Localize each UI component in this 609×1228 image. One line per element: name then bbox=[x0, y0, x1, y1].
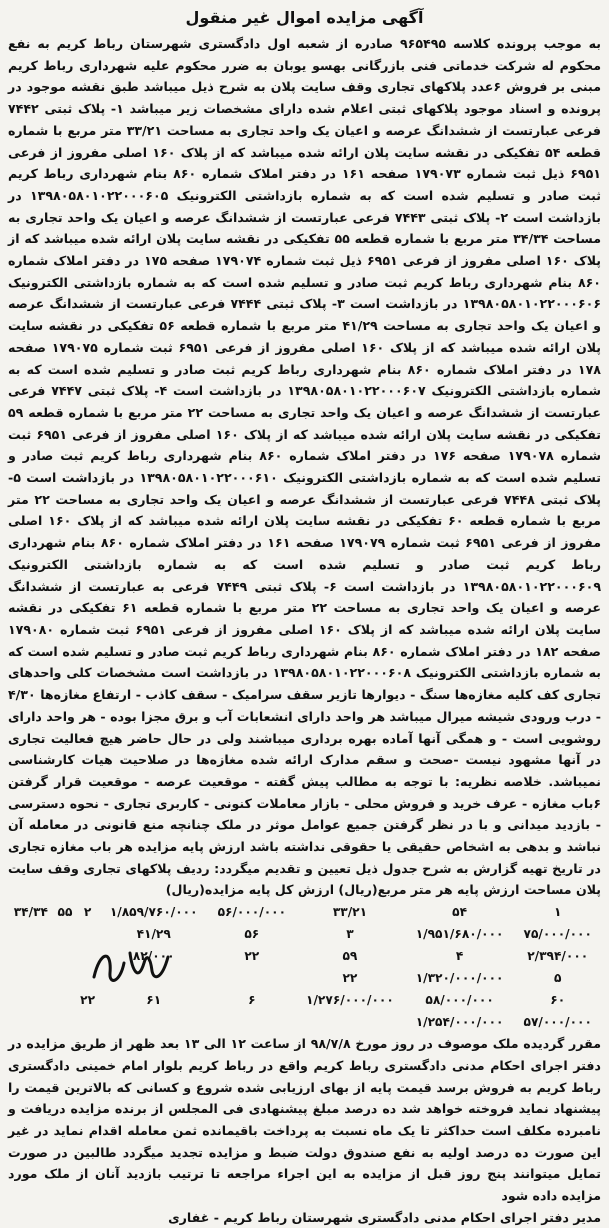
table-cell: ۱/۹۵۱/۶۸۰/۰۰۰ bbox=[415, 927, 504, 942]
notice-paragraph: به موجب پرونده کلاسه ۹۶۵۴۹۵ صادره از شعبه اول دادگستری شهرستان رباط کریم به نفع محکوم له شرکت خدماتی فنی بازرگانی بهسو یوبان به ضرر محکوم علیه شهرداری رباط کریم مبنی بر فروش ۶عدد پلاکهای تجاری وقف سایت پلان به شرح ذیل میباشد طبق نقشه موجود در پرونده و اسناد موجود پلاکهای ثبتی اعلام شده دارای مشخصات زیر میباشد ۱- پلاک ثبتی ۷۴۴۲ فرعی عبارتست از ششدانگ عرصه و اعیان یک واحد تجاری به مساحت ۳۳/۲۱ متر مربع با شماره قطعه ۵۴ تفکیکی در نقشه سایت پلان ارائه شده میباشد که از پلاک ۱۶۰ اصلی مفروز از فرعی ۶۹۵۱ ذیل ثبت شماره ۱۷۹۰۷۳ صفحه ۱۶۱ در دفتر املاک شماره ۸۶۰ بنام شهرداری رباط کریم ثبت صادر و تسلیم شده است که به شماره بازداشتی الکترونیک ۱۳۹۸۰۵۸۰۱۰۲۲۰۰۰۶۰۵ در بازداشت است ۲- پلاک ثبتی ۷۴۴۳ فرعی عبارتست از ششدانگ عرصه و اعیان یک واحد تجاری به مساحت ۳۴/۳۴ متر مربع با شماره قطعه ۵۵ تفکیکی در نقشه سایت پلان ارائه شده میباشد که از پلاک ۱۶۰ اصلی مفروز از فرعی ۶۹۵۱ ذیل ثبت شماره ۱۷۹۰۷۴ صفحه ۱۷۵ در دفتر املاک شماره ۸۶۰ بنام شهرداری رباط کریم ثبت صادر و تسلیم شده است که به شماره بازداشتی الکترونیک ۱۳۹۸۰۵۸۰۱۰۲۲۰۰۰۶۰۶ در بازداشت است ۳- پلاک ثبتی ۷۴۴۴ فرعی عبارتست از ششدانگ عرصه و اعیان یک واحد تجاری به مساحت ۴۱/۲۹ متر مربع با شماره قطعه ۵۶ تفکیکی در نقشه سایت پلان ارائه شده میباشد که از پلاک ۱۶۰ اصلی مفروز از فرعی ۶۹۵۱ ثبت شماره ۱۷۹۰۷۵ صفحه ۱۷۸ در دفتر املاک شماره ۸۶۰ بنام شهرداری رباط کریم ثبت صادر و تسلیم شده است که به شماره بازداشتی الکترونیک ۱۳۹۸۰۵۸۰۱۰۲۲۰۰۰۶۰۷ در بازداشت است ۴- پلاک ثبتی ۷۴۴۷ فرعی عبارتست از ششدانگ عرصه و اعیان یک واحد تجاری به مساحت ۲۲ متر مربع با شماره قطعه ۵۹ تفکیکی در نقشه سایت پلان ارائه شده میباشد که از پلاک ۱۶۰ اصلی مفروز از فرعی ۶۹۵۱ ثبت شماره ۱۷۹۰۷۸ صفحه ۱۷۶ در دفتر املاک شماره ۸۶۰ بنام شهرداری رباط کریم ثبت صادر و تسلیم شده است که به شماره بازداشتی الکترونیک ۱۳۹۸۰۵۸۰۱۰۲۲۰۰۰۶۱۰ در بازداشت است ۵- پلاک ثبتی ۷۴۴۸ فرعی عبارتست از ششدانگ عرصه و اعیان یک واحد تجاری به مساحت ۲۲ متر مربع با شماره قطعه ۶۰ تفکیکی در نقشه سایت پلان ارائه شده میباشد که از پلاک ۱۶۰ اصلی مفروز از فرعی ۶۹۵۱ ثبت شماره ۱۷۹۰۷۹ صفحه ۱۶۱ در دفتر املاک شماره ۸۶۰ بنام شهرداری رباط کریم ثبت صادر و تسلیم شده است که به شماره بازداشتی الکترونیک ۱۳۹۸۰۵۸۰۱۰۲۲۰۰۰۶۰۹ در بازداشت است ۶- پلاک ثبتی ۷۴۴۹ فرعی به عبارتست از ششدانگ عرصه و اعیان یک واحد تجاری به مساحت ۲۲ متر مربع با شماره قطعه ۶۱ تفکیکی در نقشه سایت پلان ارائه شده میباشد که از پلاک ۱۶۰ اصلی مفروز از فرعی ۶۹۵۱ ثبت شماره ۱۷۹۰۸۰ صفحه ۱۸۲ در دفتر املاک شماره ۸۶۰ بنام شهرداری رباط کریم ثبت صادر و تسلیم شده است که به شماره بازداشتی الکترونیک ۱۳۹۸۰۵۸۰۱۰۲۲۰۰۰۶۰۸ در بازداشت است مشخصات کلی واحدهای تجاری کف کلیه مغازه‌ها سنگ - دیوارها تازیر سقف سرامیک - سقف کاذب - ارتفاع مغازه‌ها ۴/۳۰ - درب ورودی شیشه میرال میباشد هر واحد دارای انشعابات آب و برق مجزا بوده - هر واحد دارای روشویی است - و همگی آنها آماده بهره برداری میباشند ولی در حال حاضر هیچ فعالیت تجاری در آنها مشهود نیست -صحت و سقم مدارک ارائه شده مغازه‌ها در صلاحیت هیات کارشناسی نمیباشد. خلاصه نظریه: با توجه به مطالب پیش گفته - موقعیت عرصه - موقعیت قرار گرفتن ۶باب مغازه - عرف خرید و فروش محلی - بازار معاملات کنونی - کاربری تجاری - نحوه دسترسی - بازدید میدانی و با در نظر گرفتن جمیع عوامل موثر در ملک چنانچه منع قانونی در معامله آن نباشد و بدهی به اشخاص حقیقی یا حقوقی نداشته باشد ارزش پایه مزایده هر باب مغازه تجاری در تاریخ تهیه گزارش به شرح جدول ذیل تعیین و تقدیم میگردد: ردیف پلاکهای تجاری وقف سایت پلان مساحت ارزش پایه هر متر مربع(ریال) ارزش کل پایه مزایده(ریال) bbox=[8, 36, 601, 898]
table-cell: ۵۶ bbox=[244, 927, 260, 942]
notice-body bbox=[8, 33, 601, 901]
table-cell: ۵۷/۰۰۰/۰۰۰ bbox=[523, 1015, 592, 1030]
table-cell: ۲ bbox=[83, 905, 92, 920]
table-cell: ۶ bbox=[248, 993, 256, 1008]
table-row bbox=[8, 901, 601, 923]
table-cell: ۴۱/۲۹ bbox=[136, 927, 171, 942]
table-cell: ۲۲ bbox=[342, 971, 358, 986]
table-cell: ۳ bbox=[346, 927, 354, 942]
table-cell: ۶۱ bbox=[146, 993, 162, 1008]
table-cell: ۵۴ bbox=[452, 905, 468, 920]
table-cell: ۱/۲۷۶/۰۰۰/۰۰۰ bbox=[306, 993, 394, 1008]
table-row bbox=[8, 1011, 601, 1033]
table-cell: ۴ bbox=[455, 949, 464, 964]
signatory-line: مدیر دفتر اجرای احکام مدنی دادگستری شهرستان رباط کریم - غفاری bbox=[168, 1209, 601, 1225]
table-cell: ۷۵/۰۰۰/۰۰۰ bbox=[523, 927, 592, 942]
table-cell: ۱/۸۵۹/۷۶۰/۰۰۰ bbox=[109, 905, 198, 920]
table-cell: ۵۵ bbox=[57, 905, 73, 920]
table-cell: ۵۸/۰۰۰/۰۰۰ bbox=[425, 993, 494, 1008]
table-cell: ۵ bbox=[553, 971, 562, 986]
table-cell: ۵۹ bbox=[342, 949, 358, 964]
table-cell: ۶۰ bbox=[550, 993, 566, 1008]
table-cell: ۸۲/۰۰۰ bbox=[132, 949, 175, 964]
table-cell: ۱ bbox=[553, 905, 562, 920]
table-cell: ۲۲ bbox=[244, 949, 260, 964]
table-cell: ۱/۲۵۴/۰۰۰/۰۰۰ bbox=[415, 1015, 504, 1030]
notice-title: آگهی مزایده اموال غیر منقول bbox=[185, 8, 424, 27]
table-cell: ۲۲ bbox=[80, 993, 96, 1008]
table-cell: ۱/۳۲۰/۰۰۰/۰۰۰ bbox=[415, 971, 504, 986]
table-cell: ۳۳/۲۱ bbox=[332, 905, 368, 920]
table-cell: ۵۶/۰۰۰/۰۰۰ bbox=[217, 905, 287, 920]
table-cell: ۲/۳۹۴/۰۰۰ bbox=[527, 949, 589, 964]
handwritten-signature bbox=[86, 933, 176, 993]
auction-terms-text: مقرر گردیده ملک موصوف در روز مورخ ۹۸/۷/۸ از ساعت ۱۲ الی ۱۳ بعد ظهر از طریق مزایده در دفتر اجرای احکام مدنی دادگستری رباط کریم واقع در رباط کریم بلوار امام خمینی دادگستری رباط کریم به فروش برسد قیمت پایه از بهای ارزیابی شده شروع و کسانی که بالاترین قیمت را پیشنهاد نماید فروخته خواهد شد ده درصد مبلغ پیشنهادی فی المجلس از برنده مزایده دریافت و نامبرده مکلف است حداکثر تا یک ماه نسبت به پرداخت باقیمانده ثمن معامله اقدام نماید در غیر این صورت ده درصد اولیه به نفع صندوق دولت ضبط و مزایده تجدید میگردد طالبین در صورت تمایل میتوانند پنج روز قبل از مزایده به این اجراء مراجعه تا ترتیب بازدید آنان از ملک مورد مزایده داده شود bbox=[8, 1036, 601, 1204]
auction-terms bbox=[8, 1033, 601, 1207]
table-cell: ۳۴/۳۴ bbox=[13, 905, 48, 920]
